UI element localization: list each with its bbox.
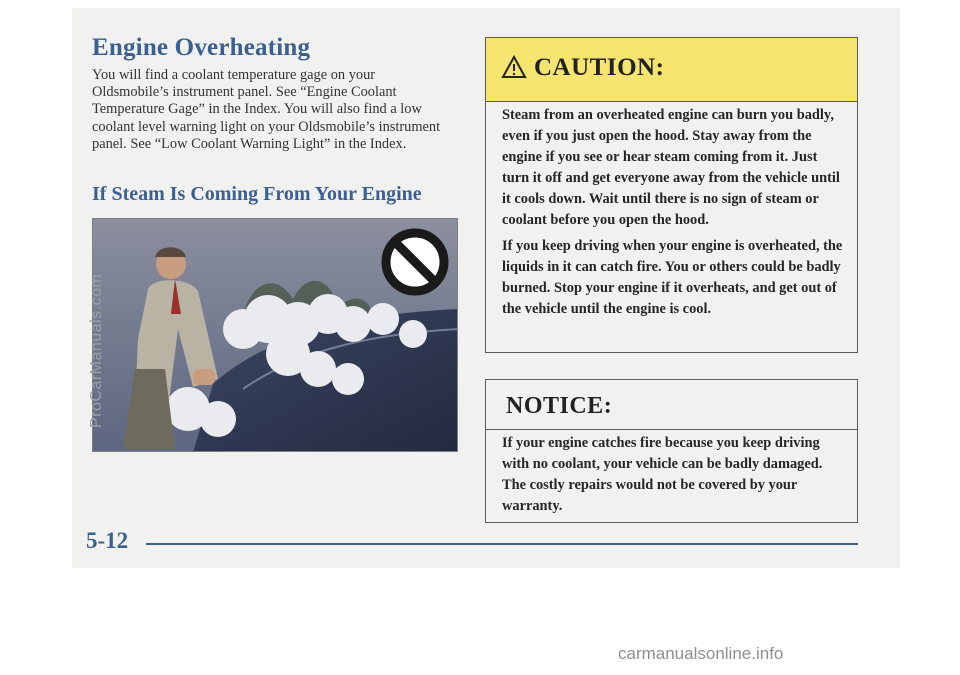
prohibition-sign-icon xyxy=(386,233,444,291)
site-footer-link[interactable]: carmanualsonline.info xyxy=(618,644,784,663)
notice-title: NOTICE: xyxy=(506,393,613,419)
watermark-text: ProCarManuals.com xyxy=(88,273,105,428)
intro-paragraph: You will find a coolant temperature gage on your Oldsmobile’s instrument panel. See “Engine Coolant Temperature Gage” in the Index. You will also find a low coolant level warning light on your Oldsmobile’s instrument panel. See “Low Coolant Warning Light” in the Index. xyxy=(92,67,441,152)
footer-rule xyxy=(146,543,858,545)
warning-triangle-icon xyxy=(501,55,527,79)
notice-header xyxy=(486,380,857,430)
caution-box xyxy=(485,37,858,353)
section-heading: Engine Overheating xyxy=(92,34,311,61)
page-number: 5-12 xyxy=(86,528,129,553)
caution-paragraph: If you keep driving when your engine is overheated, the liquids in it can catch fire. You or others could be badly burned. Stop your engine if it overheats, and get out of the vehicle until the engine is cool. xyxy=(502,238,843,317)
notice-body: If your engine catches fire because you keep driving with no coolant, your vehicle can be badly damaged. The costly repairs would not be covered by your warranty. xyxy=(502,435,823,514)
illustration-graphic xyxy=(93,219,458,452)
caution-title: CAUTION: xyxy=(534,54,665,81)
subsection-heading: If Steam Is Coming From Your Engine xyxy=(92,183,422,205)
notice-box xyxy=(485,379,858,523)
caution-paragraph: Steam from an overheated engine can burn you badly, even if you just open the hood. Stay away from the engine if you see or hear steam coming from it. Just turn it off and get everyone away from the vehicle until it cools down. Wait until there is no sign of steam or coolant before you open the hood. xyxy=(502,107,840,228)
steam-engine-illustration xyxy=(92,218,458,452)
caution-header xyxy=(486,38,857,102)
caution-body xyxy=(502,105,847,320)
